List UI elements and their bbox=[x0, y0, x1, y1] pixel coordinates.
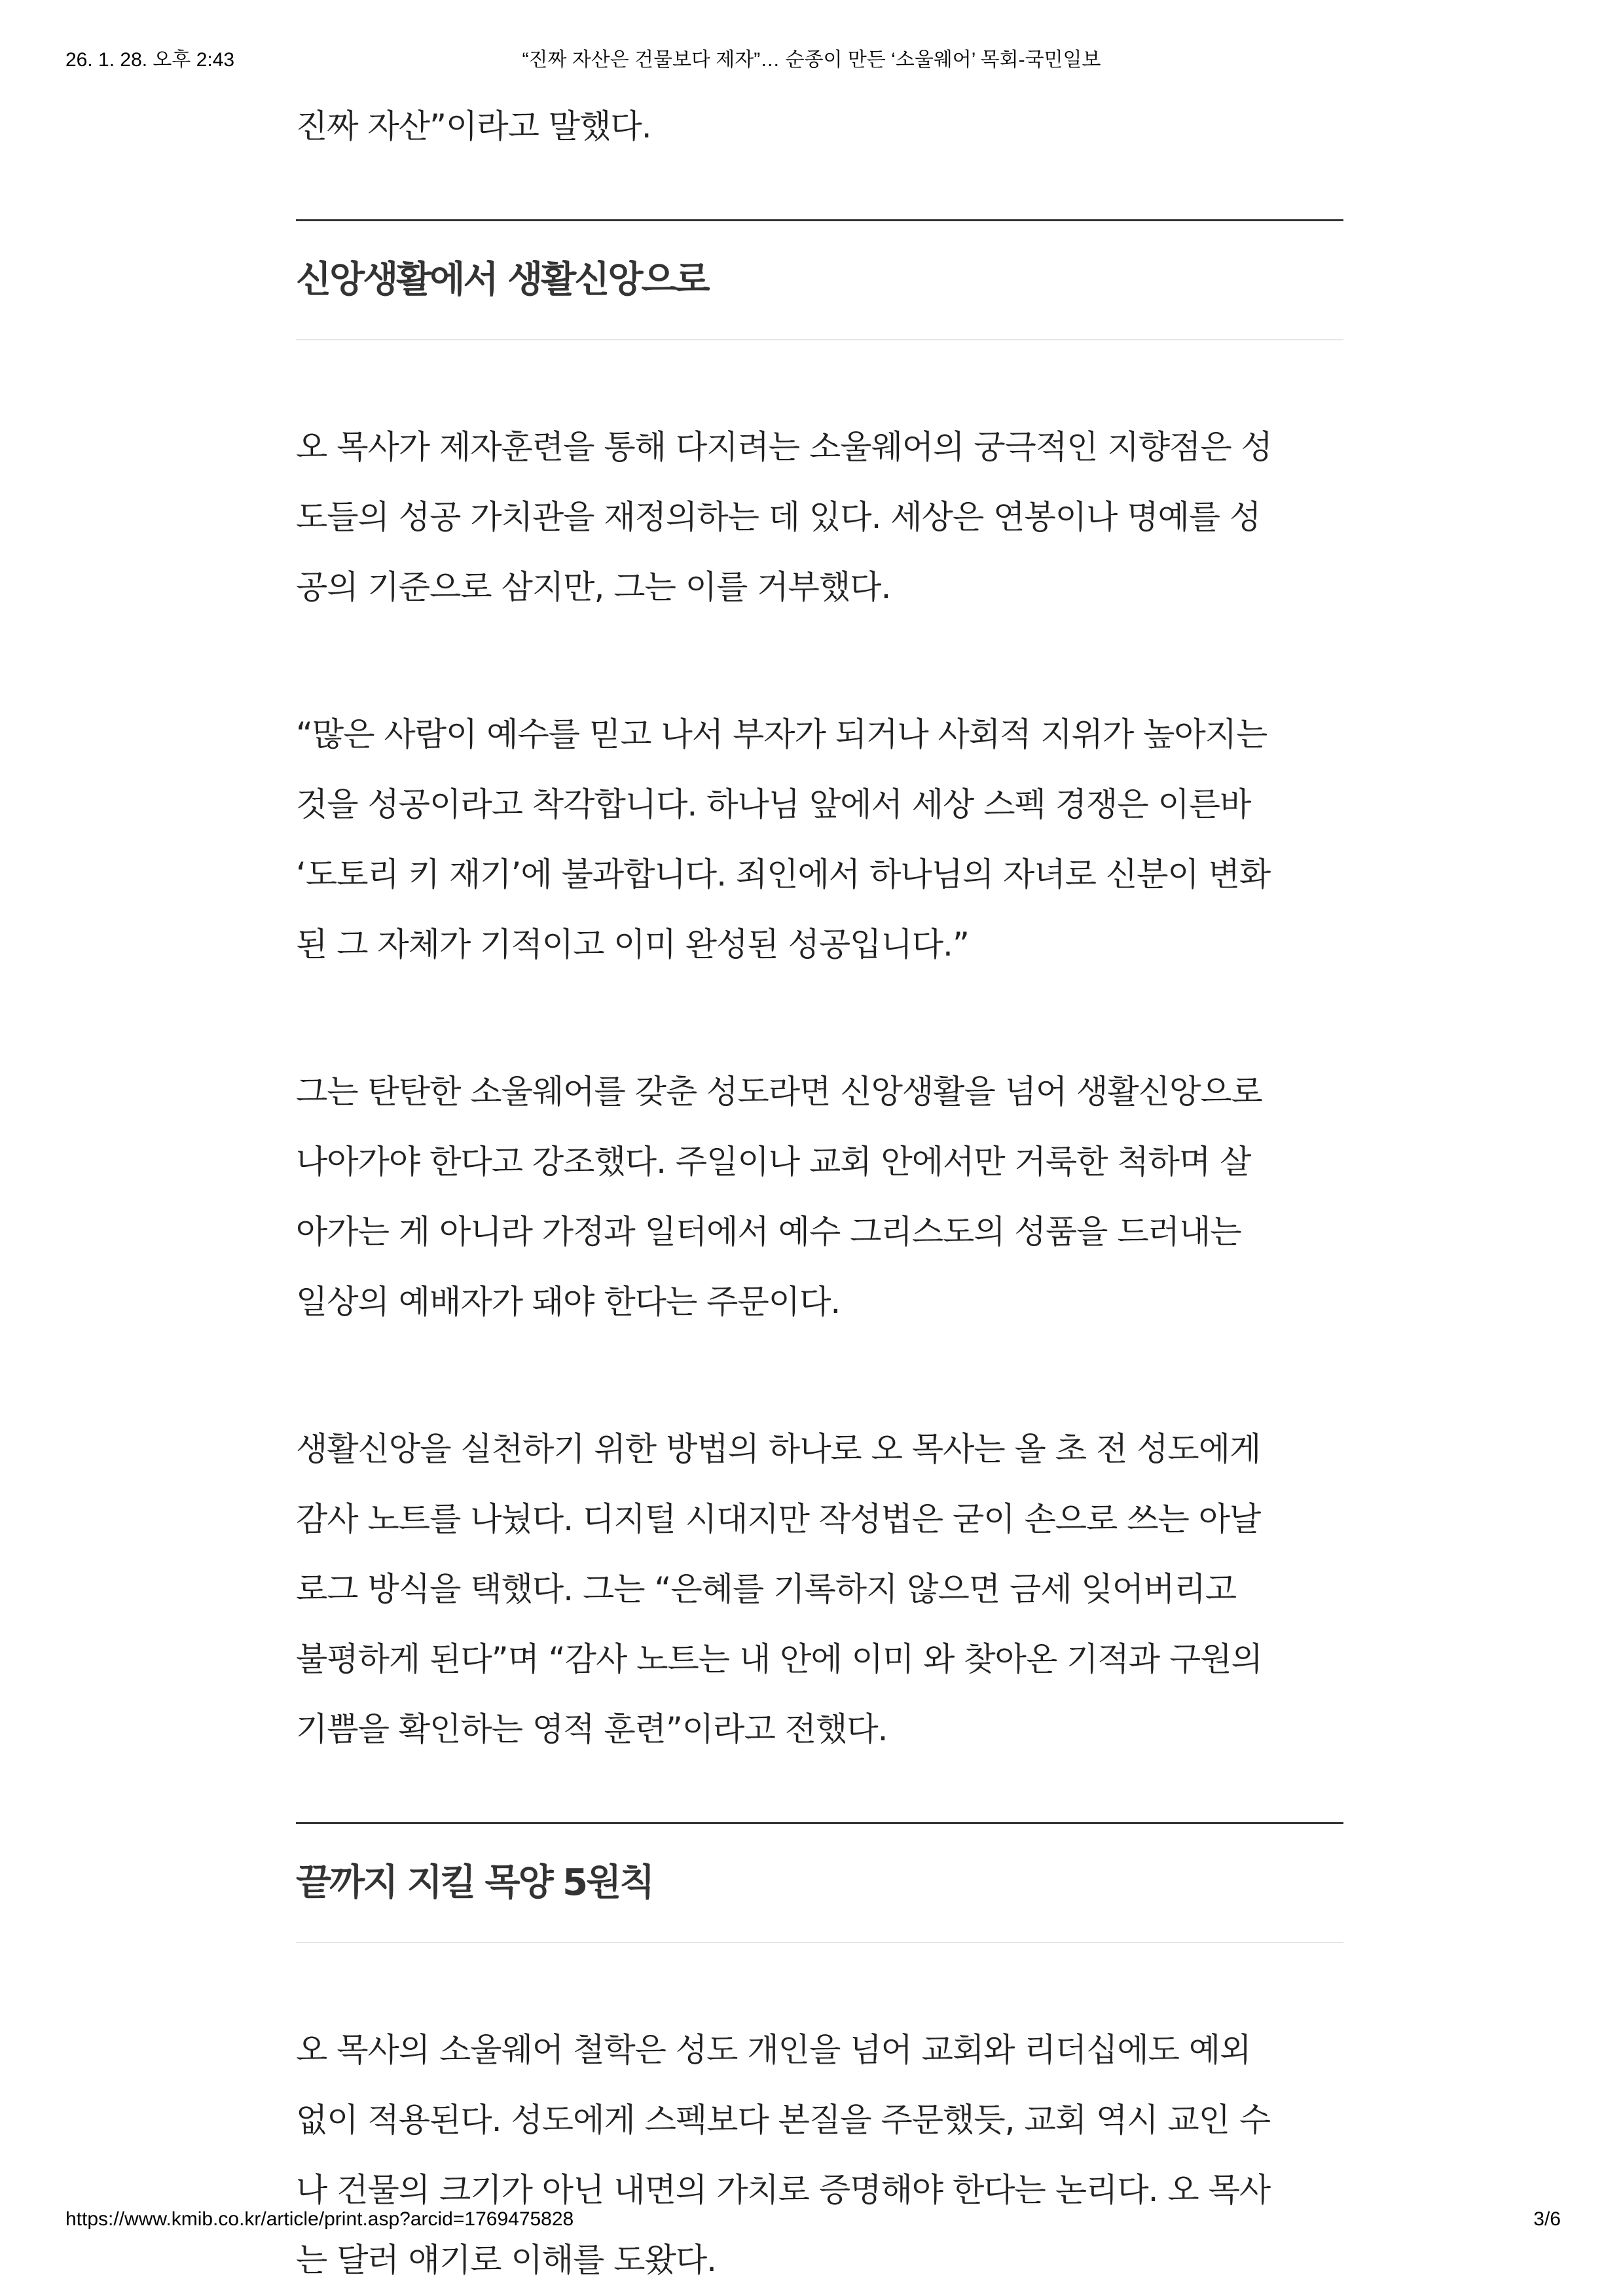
text-line: 나 건물의 크기가 아닌 내면의 가치로 증명해야 한다는 논리다. 오 목사 bbox=[296, 2171, 1271, 2209]
print-url: https://www.kmib.co.kr/article/print.asp?arcid=1769475828 bbox=[65, 2208, 574, 2230]
section-heading: 끝까지 지킬 목양 5원칙 bbox=[296, 1861, 653, 1904]
text-line: 로그 방식을 택했다. 그는 “은혜를 기록하지 않으면 금세 잊어버리고 bbox=[296, 1570, 1237, 1608]
body-paragraph bbox=[296, 2015, 1343, 2295]
text-line: 는 달러 얘기로 이해를 도왔다. bbox=[296, 2241, 717, 2279]
text-line: 오 목사의 소울웨어 철학은 성도 개인을 넘어 교회와 리더십에도 예외 bbox=[296, 2031, 1251, 2069]
text-line: 진짜 자산”이라고 말했다. bbox=[296, 107, 651, 145]
print-date: 26. 1. 28. 오후 2:43 bbox=[65, 49, 235, 71]
text-line: 된 그 자체가 기적이고 이미 완성된 성공입니다.” bbox=[296, 925, 969, 963]
body-paragraph bbox=[296, 1414, 1343, 1765]
print-footer bbox=[0, 2208, 1623, 2241]
text-line: ‘도토리 키 재기’에 불과합니다. 죄인에서 하나님의 자녀로 신분이 변화 bbox=[296, 855, 1271, 893]
text-line: 오 목사가 제자훈련을 통해 다지려는 소울웨어의 궁극적인 지향점은 성 bbox=[296, 428, 1272, 466]
page-number: 3/6 bbox=[1533, 2208, 1561, 2230]
text-line: 불평하게 된다”며 “감사 노트는 내 안에 이미 와 찾아온 기적과 구원의 bbox=[296, 1640, 1262, 1678]
print-header bbox=[0, 43, 1623, 76]
body-paragraph bbox=[296, 1057, 1343, 1337]
text-line: 것을 성공이라고 착각합니다. 하나님 앞에서 세상 스펙 경쟁은 이른바 bbox=[296, 785, 1251, 823]
text-line: 없이 적용된다. 성도에게 스펙보다 본질을 주문했듯, 교회 역시 교인 수 bbox=[296, 2101, 1271, 2139]
text-line: 감사 노트를 나눴다. 디지털 시대지만 작성법은 굳이 손으로 쓰는 아날 bbox=[296, 1500, 1261, 1538]
body-paragraph bbox=[296, 412, 1343, 622]
text-line: 공의 기준으로 삼지만, 그는 이를 거부했다. bbox=[296, 568, 891, 606]
quote-paragraph bbox=[296, 700, 1343, 980]
text-line: 아가는 게 아니라 가정과 일터에서 예수 그리스도의 성품을 드러내는 bbox=[296, 1213, 1241, 1251]
article-body bbox=[296, 92, 1343, 2295]
intro-paragraph-tail bbox=[296, 92, 1343, 162]
section-heading: 신앙생활에서 생활신앙으로 bbox=[296, 259, 708, 301]
text-line: 그는 탄탄한 소울웨어를 갖춘 성도라면 신앙생활을 넘어 생활신앙으로 bbox=[296, 1073, 1262, 1111]
text-line: 기쁨을 확인하는 영적 훈련”이라고 전했다. bbox=[296, 1710, 888, 1748]
print-page-title: “진짜 자산은 건물보다 제자”… 순종이 만든 ‘소울웨어’ 목회-국민일보 bbox=[522, 49, 1101, 71]
text-line: 도들의 성공 가치관을 재정의하는 데 있다. 세상은 연봉이나 명예를 성 bbox=[296, 498, 1261, 536]
text-line: 일상의 예배자가 돼야 한다는 주문이다. bbox=[296, 1283, 841, 1321]
text-line: 생활신앙을 실천하기 위한 방법의 하나로 오 목사는 올 초 전 성도에게 bbox=[296, 1430, 1261, 1468]
text-line: “많은 사람이 예수를 믿고 나서 부자가 되거나 사회적 지위가 높아지는 bbox=[296, 715, 1267, 753]
text-line: 나아가야 한다고 강조했다. 주일이나 교회 안에서만 거룩한 척하며 살 bbox=[296, 1143, 1251, 1181]
